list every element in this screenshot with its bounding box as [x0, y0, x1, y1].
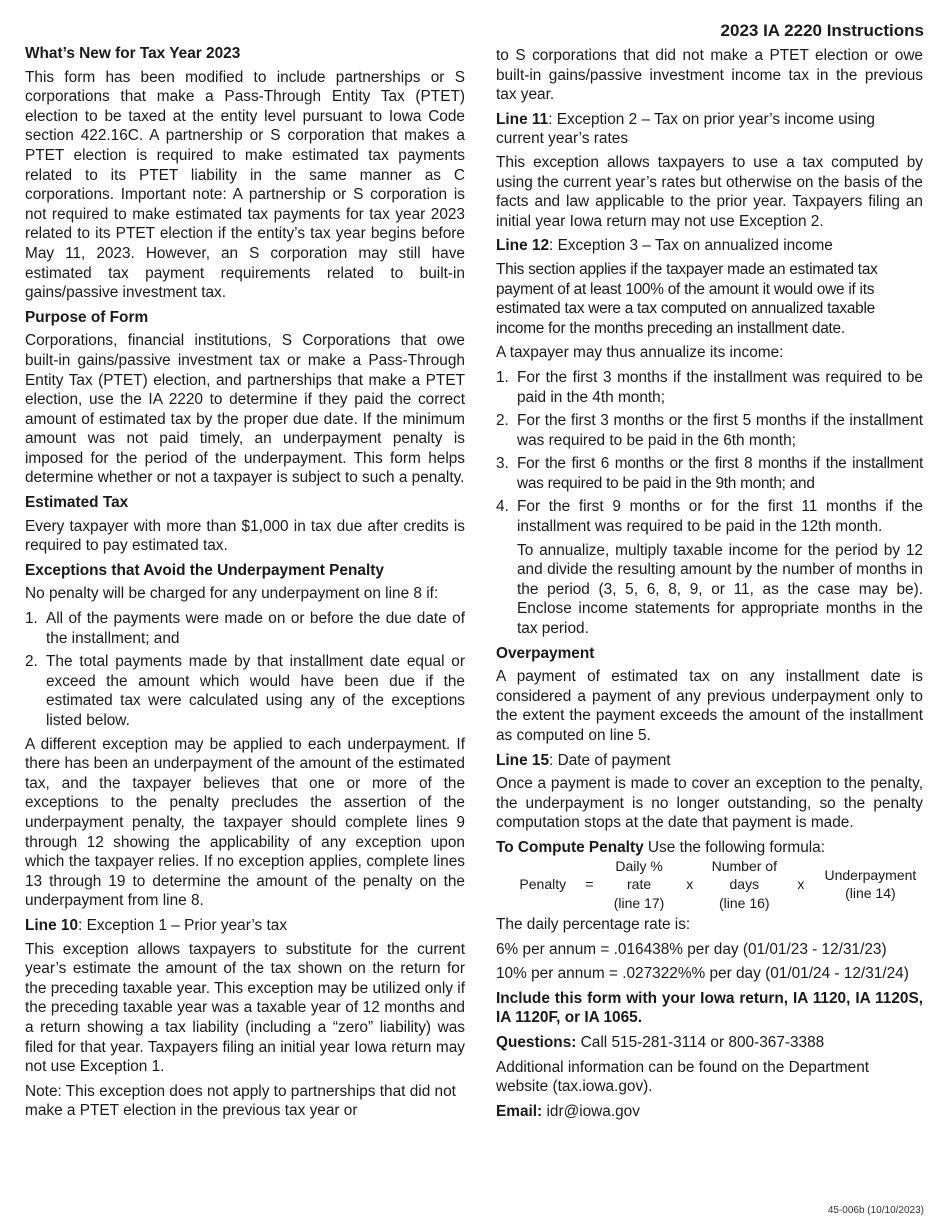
formula-days-line3: (line 16)	[719, 894, 770, 911]
line12-label: Line 12	[496, 237, 550, 255]
overpayment-text: A payment of estimated tax on any installment date is considered a payment of any previous underpayment only to the extent the payment exceeds the amount of the installment as computed on line 5.	[496, 668, 923, 744]
line11-label: Line 11	[496, 110, 549, 128]
exceptions-intro: No penalty will be charged for any underpayment on line 8 if:	[25, 585, 439, 603]
right-column	[496, 46, 923, 1126]
list-text: For the first 9 months or for the first 11 months if the installment was required to be paid in the 12th month.	[517, 498, 923, 536]
formula-rate-line3: (line 17)	[613, 894, 665, 911]
note-text: Note: This exception does not apply to partnerships that did not make a PTET election in the previous tax year or	[25, 1082, 456, 1120]
email	[496, 1102, 923, 1122]
purpose-heading: Purpose of Form	[25, 308, 149, 326]
whats-new-text: This form has been modified to include partnerships or S corporations that make a Pass-Through Entity Tax (PTET) election to be taxed at the entity level pursuant to Iowa Code section 422.16C. A partnership or S corporation that makes a PTET election is required to make estimated tax payments related to its PTET liability in the same manner as C corporations. Important note: A partnership or S corporation is not required to make estimated tax payments for tax year 2023 related to its PTET election if the entity’s tax year begins before May 11, 2023. However, an S corporation may still have estimated tax payment requirements related to built-in gains/passive investment tax.	[25, 68, 465, 302]
line12-text: This section applies if the taxpayer made an estimated tax payment of at least 100% of the amount it would owe if its estimated tax were a tax computed on annualized taxable income for the months preceding an installment date.	[496, 260, 878, 337]
line11-title-text: : Exception 2 – Tax on prior year’s income using current year’s rates	[496, 110, 875, 148]
different-exception-text: A different exception may be applied to each underpayment. If there has been an underpayment of the amount of the estimated tax, and the taxpayer believes that one or more of the exceptions to the penalty precludes the assertion of the underpayment penalty, the taxpayer should complete lines 9 through 12 showing the applicability of any exception upon which the taxpayer relies. If no exception applies, complete lines 13 through 19 to determine the amount of the penalty on the underpayment from line 8.	[25, 735, 465, 910]
list-number: 3.	[496, 455, 509, 473]
line10-title	[25, 916, 465, 936]
list-number: 2.	[25, 653, 38, 671]
compute-label: To Compute Penalty	[496, 838, 644, 856]
daily-rate-text: The daily percentage rate is:	[496, 916, 691, 934]
estimated-tax-heading: Estimated Tax	[25, 494, 129, 512]
additional-info-text: Additional information can be found on the Department website (tax.iowa.gov).	[496, 1058, 870, 1096]
list-number: 4.	[496, 498, 509, 516]
line12-title	[496, 236, 923, 256]
list-item	[496, 368, 923, 407]
continued-text: to S corporations that did not make a PTET election or owe built-in gains/passive investment income tax in the previous tax year.	[496, 47, 923, 104]
compute-text: Use the following formula:	[643, 838, 826, 856]
list-text: For the first 3 months if the installment was required to be paid in the 4th month;	[517, 368, 923, 406]
line10-text: This exception allows taxpayers to substitute for the current year’s estimate the amount of the tax shown on the return for the preceding taxable year. This exception may be utilized only if the preceding taxable year was a taxable year of 12 months and a return showing a tax liability (including a “zero” liability) was filed for that year. Taxpayers filing an initial year Iowa return may not use Exception 1.	[25, 940, 465, 1076]
overpayment-heading: Overpayment	[496, 644, 595, 662]
line15-title	[496, 751, 923, 771]
line15-title-text: : Date of payment	[549, 751, 671, 769]
list-item	[496, 497, 923, 536]
list-text: For the first 3 months or the first 5 months if the installment was required to be paid in the 6th month;	[517, 412, 923, 449]
whats-new-heading: What’s New for Tax Year 2023	[25, 45, 241, 62]
list-item	[496, 454, 923, 493]
formula-under-line1: Underpayment	[824, 866, 917, 883]
form-code: 45-006b (10/10/2023)	[827, 1205, 924, 1216]
questions-label: Questions:	[496, 1034, 577, 1052]
formula-equals: =	[585, 876, 594, 893]
list-number: 1.	[496, 368, 509, 386]
purpose-text: Corporations, financial institutions, S Corporations that owe built-in gains/passive investment tax or make a Pass-Through Entity Tax (PTET) election, and partnerships that make a PTET election, use the IA 2220 to determine if they paid the correct amount of estimated tax by the proper due date. If the minimum amount was not paid timely, an underpayment penalty is imposed for the period of the underpayment. This form helps determine whether or not a taxpayer is subject to such a penalty.	[25, 332, 465, 487]
line10-title-text: : Exception 1 – Prior year’s tax	[78, 916, 288, 934]
list-number: 1.	[25, 610, 38, 628]
exceptions-list	[25, 609, 465, 731]
email-label: Email:	[496, 1102, 543, 1120]
include-form-bold: Include this form with your Iowa return, IA 1120, IA 1120S, IA 1120F, or IA 1065.	[496, 989, 923, 1027]
list-text: All of the payments were made on or before the due date of the installment; and	[46, 610, 465, 647]
include-form-text	[496, 989, 923, 1028]
line15-label: Line 15	[496, 751, 550, 769]
rate-2023: 6% per annum = .016438% per day (01/01/23 - 12/31/23)	[496, 940, 887, 958]
left-column	[25, 44, 465, 1126]
estimated-tax-text: Every taxpayer with more than $1,000 in tax due after credits is required to pay estimated tax.	[25, 517, 465, 555]
list-item	[25, 609, 465, 648]
line10-label: Line 10	[25, 916, 79, 934]
exceptions-heading: Exceptions that Avoid the Underpayment Penalty	[25, 561, 384, 579]
list-item	[496, 411, 923, 450]
list-text: For the first 6 months or the first 8 months if the installment was required to be paid in the 9th month; and	[517, 455, 923, 492]
line11-title	[496, 110, 923, 149]
formula-days-line1: Number of	[711, 857, 777, 874]
rate-2024: 10% per annum = .027322%% per day (01/01/24 - 12/31/24)	[496, 965, 909, 983]
formula-rate-line1: Daily %	[615, 857, 663, 874]
formula-penalty: Penalty	[519, 876, 567, 893]
compute-penalty	[496, 838, 923, 858]
formula-times-1: x	[686, 876, 694, 893]
questions-phone: Call 515-281-3114 or 800-367-3388	[576, 1034, 825, 1052]
list-item	[25, 652, 465, 730]
annualize-text: To annualize, multiply taxable income for the period by 12 and divide the resulting amount by the number of months in the period (3, 5, 6, 8, 9, or 11, as the case may be). Enclose income statements for appropriate months in the tax period.	[517, 541, 923, 638]
line15-text: Once a payment is made to cover an exception to the penalty, the underpayment is no longer outstanding, so the penalty computation stops at the date that payment is made.	[496, 775, 923, 832]
annualize-list	[496, 368, 923, 537]
formula-underpayment	[818, 866, 923, 903]
formula-days-line2: days	[729, 876, 760, 893]
penalty-formula	[496, 857, 923, 913]
document-title: 2023 IA 2220 Instructions	[720, 21, 924, 40]
formula-under-line2: (line 14)	[845, 885, 896, 902]
line12-title-text: : Exception 3 – Tax on annualized income	[549, 237, 833, 255]
formula-daily-rate	[603, 857, 674, 913]
questions	[496, 1033, 923, 1053]
formula-days	[705, 857, 784, 913]
email-address: idr@iowa.gov	[542, 1102, 640, 1120]
line11-text: This exception allows taxpayers to use a tax computed by using the current year’s rates but otherwise on the basis of the facts and law applicable to the prior year. Taxpayers filing an initial year Iowa return may not use Exception 2.	[496, 153, 923, 230]
list-number: 2.	[496, 412, 509, 430]
formula-rate-line2: rate	[627, 876, 652, 893]
list-text: The total payments made by that installment date equal or exceed the amount which would have been due if the estimated tax were calculated using any of the exceptions listed below.	[46, 653, 465, 729]
annualize-intro: A taxpayer may thus annualize its income:	[496, 344, 784, 362]
formula-times-2: x	[797, 876, 805, 893]
